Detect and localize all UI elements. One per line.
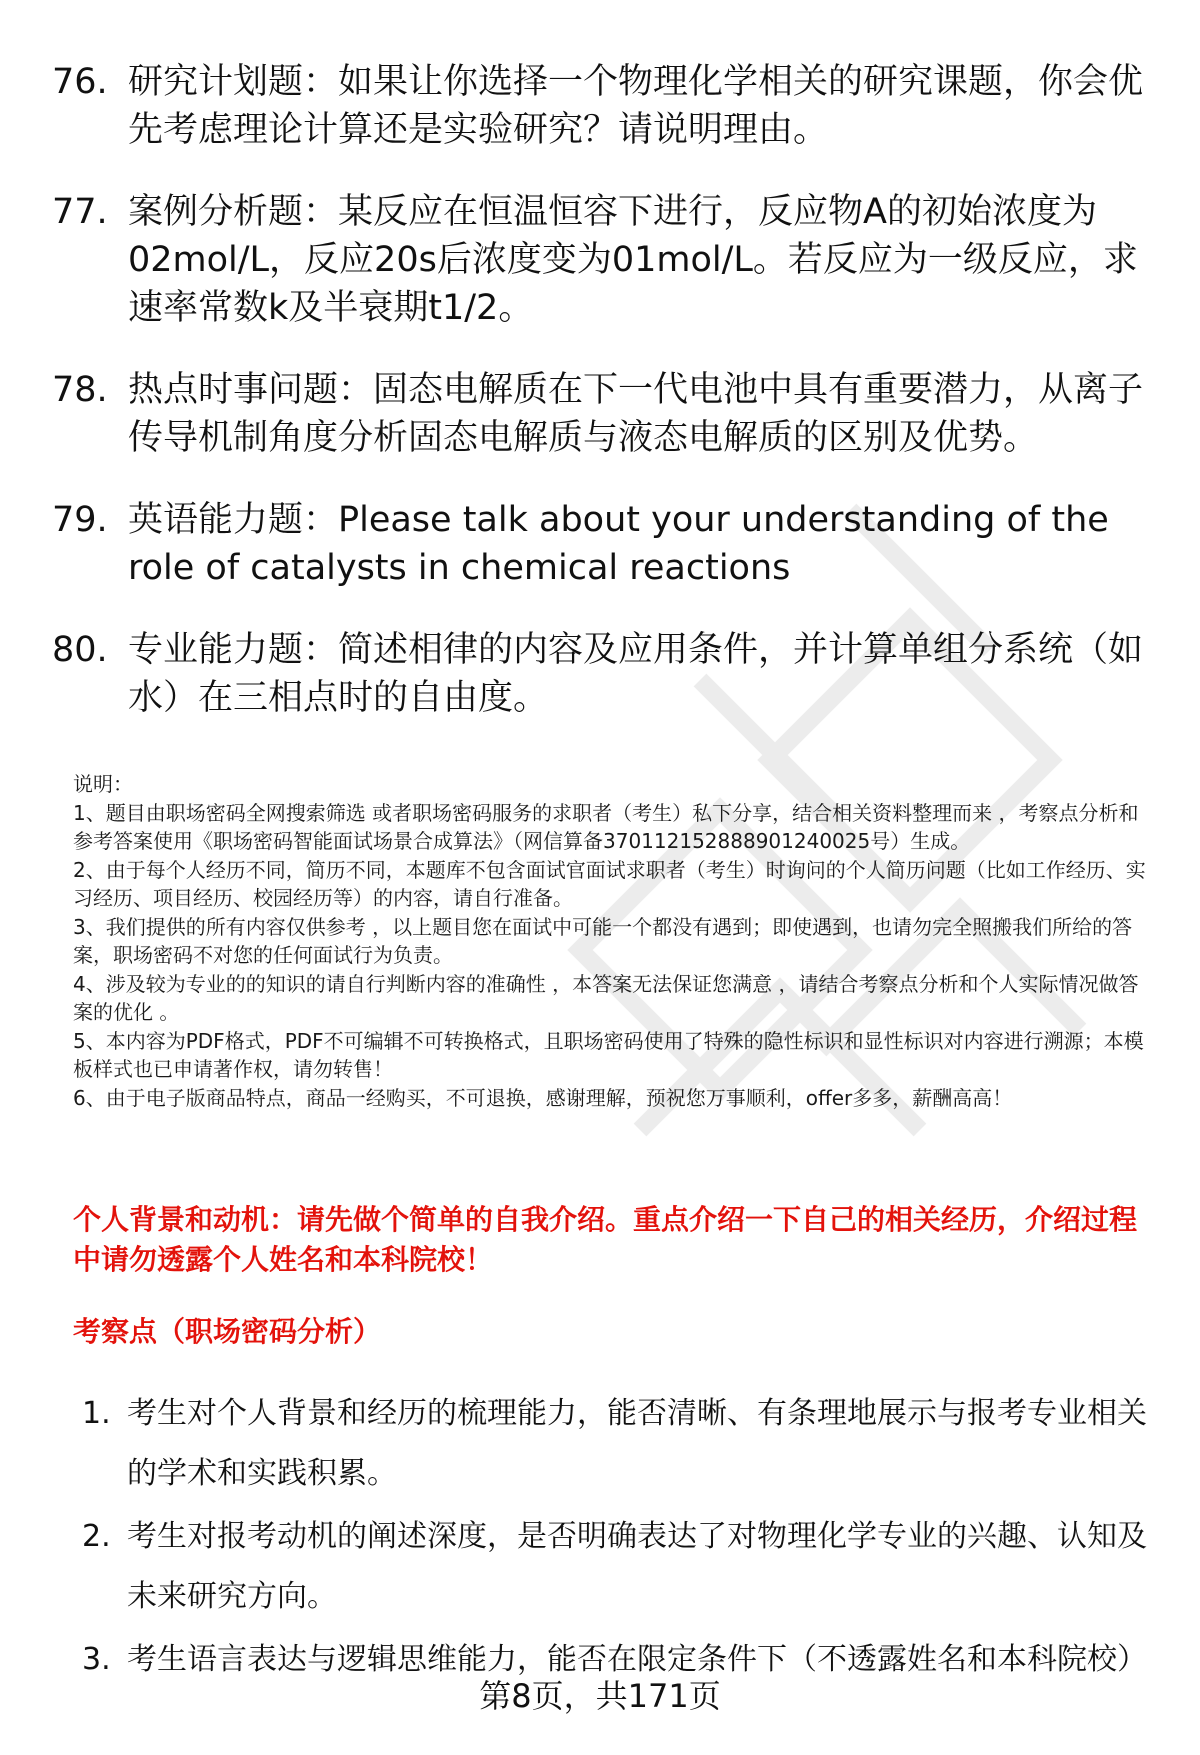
question-text: 研究计划题：如果让你选择一个物理化学相关的研究课题，你会优先考虑理论计算还是实验研究？请说明理由。 [128,62,1144,150]
question-item [52,496,1162,592]
question-text: 热点时事问题：固态电解质在下一代电池中具有重要潜力，从离子传导机制角度分析固态电解质与液态电解质的区别及优势。 [128,370,1144,458]
point-number: 1. [82,1396,111,1431]
note-item: 6、由于电子版商品特点，商品一经购买，不可退换，感谢理解，预祝您万事顺利，offer多多，薪酬高高！ [73,1085,1013,1110]
note-item: 4、涉及较为专业的的知识的请自行判断内容的准确性 ，本答案无法保证您满意 ，请结合考察点分析和个人实际情况做答案的优化 。 [73,971,1139,1024]
question-item [52,188,1162,332]
disclaimer-notes [73,770,1155,1112]
question-item [52,58,1162,154]
question-number: 78. [52,370,108,410]
question-number: 76. [52,62,108,102]
analysis-point [82,1507,1162,1627]
question-item [52,626,1162,722]
question-list [52,58,1162,756]
point-number: 2. [82,1519,111,1554]
highlighted-question: 个人背景和动机：请先做个简单的自我介绍。重点介绍一下自己的相关经历，介绍过程中请勿透露个人姓名和本科院校！ [73,1203,1138,1276]
question-text: 专业能力题：简述相律的内容及应用条件，并计算单组分系统（如水）在三相点时的自由度。 [128,630,1144,718]
page-footer: 第8页，共171页 [479,1677,721,1715]
analysis-points [82,1384,1162,1693]
question-text: 英语能力题：Please talk about your understanding of the role of catalysts in chemical reactions [128,500,1109,588]
point-text: 考生对报考动机的阐述深度，是否明确表达了对物理化学专业的兴趣、认知及未来研究方向。 [127,1519,1147,1614]
question-number: 79. [52,500,108,540]
question-number: 77. [52,192,108,232]
question-number: 80. [52,630,108,670]
point-text: 考生对个人背景和经历的梳理能力，能否清晰、有条理地展示与报考专业相关的学术和实践积累。 [127,1396,1147,1491]
point-text: 考生语言表达与逻辑思维能力，能否在限定条件下（不透露姓名和本科院校） [127,1642,1147,1677]
note-item: 1、题目由职场密码全网搜索筛选 或者职场密码服务的求职者（考生）私下分享，结合相关资料整理而来 ，考察点分析和参考答案使用《职场密码智能面试场景合成算法》（网信算备370112152888901240025号）生成。 [73,800,1139,853]
analysis-point [82,1384,1162,1504]
notes-title: 说明： [73,772,133,796]
note-item: 2、由于每个人经历不同，简历不同，本题库不包含面试官面试求职者（考生）时询问的个人简历问题（比如工作经历、实习经历、项目经历、校园经历等）的内容，请自行准备。 [73,857,1146,910]
note-item: 3、我们提供的所有内容仅供参考 ，以上题目您在面试中可能一个都没有遇到；即使遇到，也请勿完全照搬我们所给的答案，职场密码不对您的任何面试行为负责。 [73,914,1133,967]
question-text: 案例分析题：某反应在恒温恒容下进行，反应物A的初始浓度为02mol/L，反应20s后浓度变为01mol/L。若反应为一级反应，求速率常数k及半衰期t1/2。 [128,192,1138,328]
question-item [52,366,1162,462]
note-item: 5、本内容为PDF格式，PDF不可编辑不可转换格式，且职场密码使用了特殊的隐性标识和显性标识对内容进行溯源；本模板样式也已申请著作权，请勿转售！ [73,1028,1144,1081]
analysis-heading: 考察点（职场密码分析） [73,1315,382,1348]
point-number: 3. [82,1642,111,1677]
